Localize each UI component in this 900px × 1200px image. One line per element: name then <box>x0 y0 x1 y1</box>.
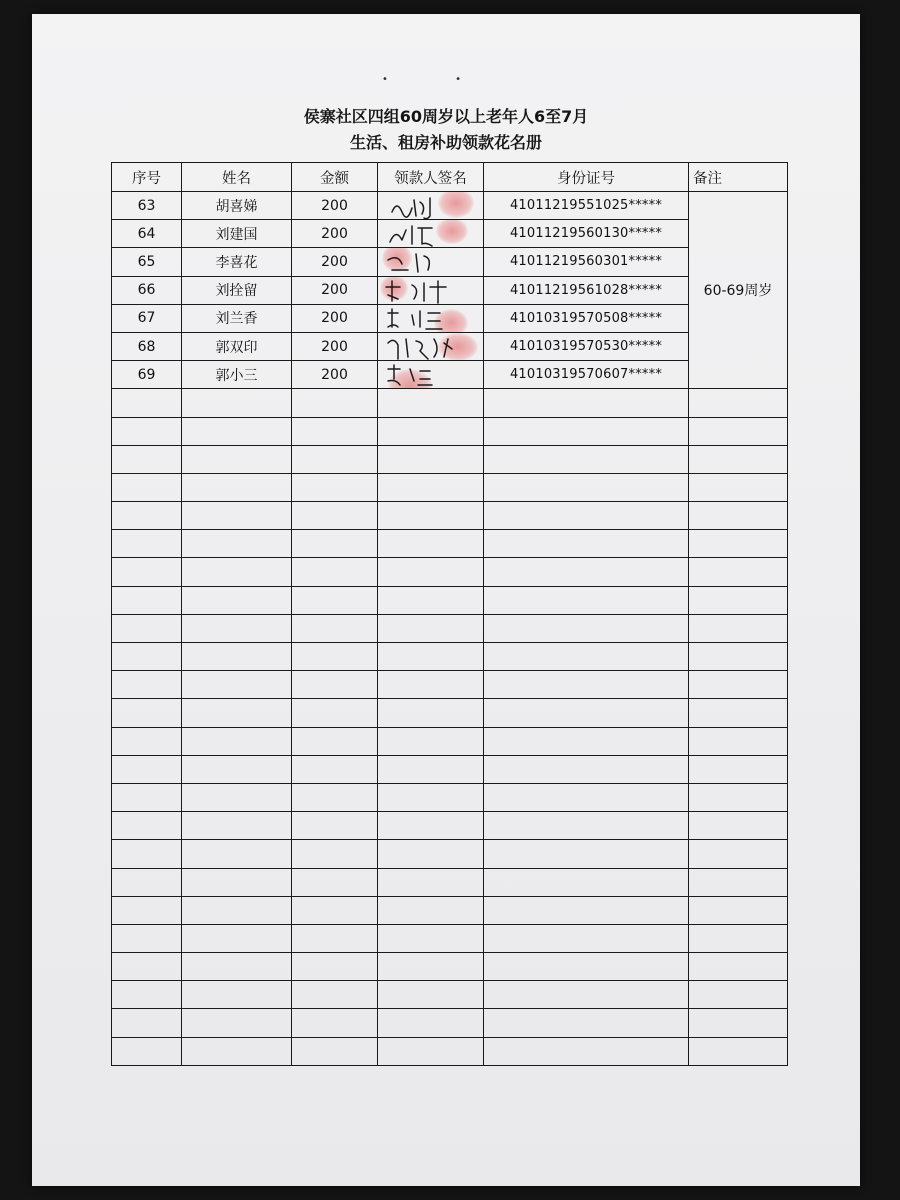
empty-cell <box>182 953 292 981</box>
empty-cell <box>378 389 484 417</box>
handwritten-signature <box>378 361 483 388</box>
empty-cell <box>689 868 788 896</box>
empty-cell <box>484 558 689 586</box>
empty-cell <box>378 840 484 868</box>
empty-cell <box>689 445 788 473</box>
empty-cell <box>182 614 292 642</box>
empty-table-row <box>112 840 788 868</box>
empty-cell <box>378 671 484 699</box>
empty-cell <box>182 896 292 924</box>
empty-cell <box>112 671 182 699</box>
empty-cell <box>292 614 378 642</box>
table-row <box>112 192 788 220</box>
cell-signature <box>378 304 484 332</box>
table-row <box>112 248 788 276</box>
empty-cell <box>112 473 182 501</box>
empty-cell <box>484 389 689 417</box>
empty-cell <box>292 389 378 417</box>
empty-cell <box>292 981 378 1009</box>
empty-cell <box>689 473 788 501</box>
empty-cell <box>292 530 378 558</box>
empty-cell <box>689 727 788 755</box>
header-amount: 金额 <box>292 163 378 192</box>
empty-cell <box>484 586 689 614</box>
table-row <box>112 276 788 304</box>
document-subtitle: 生活、租房补助领款花名册 <box>349 133 542 152</box>
empty-table-row <box>112 924 788 952</box>
empty-cell <box>292 755 378 783</box>
empty-cell <box>182 699 292 727</box>
cell-name: 郭小三 <box>182 361 292 389</box>
empty-cell <box>689 1009 788 1037</box>
empty-cell <box>689 530 788 558</box>
empty-table-row <box>112 558 788 586</box>
document-page <box>32 14 860 1186</box>
empty-cell <box>378 1009 484 1037</box>
empty-cell <box>484 445 689 473</box>
table-row <box>112 332 788 360</box>
empty-cell <box>112 699 182 727</box>
handwritten-signature <box>378 248 483 275</box>
header-signature: 领款人签名 <box>378 163 484 192</box>
cell-amount: 200 <box>292 304 378 332</box>
empty-cell <box>112 530 182 558</box>
empty-cell <box>689 840 788 868</box>
empty-cell <box>182 727 292 755</box>
table-header-row <box>112 163 788 192</box>
empty-cell <box>689 981 788 1009</box>
empty-cell <box>292 699 378 727</box>
empty-cell <box>484 953 689 981</box>
empty-cell <box>182 671 292 699</box>
empty-table-row <box>112 1009 788 1037</box>
handwritten-signature <box>378 192 483 219</box>
empty-table-row <box>112 868 788 896</box>
empty-cell <box>292 502 378 530</box>
empty-cell <box>484 727 689 755</box>
empty-cell <box>689 699 788 727</box>
empty-cell <box>484 417 689 445</box>
handwritten-signature <box>378 305 483 332</box>
empty-cell <box>484 868 689 896</box>
table-body <box>112 192 788 1066</box>
empty-cell <box>112 868 182 896</box>
table-row <box>112 220 788 248</box>
empty-cell <box>484 699 689 727</box>
cell-no: 65 <box>112 248 182 276</box>
empty-cell <box>484 643 689 671</box>
empty-cell <box>484 840 689 868</box>
empty-cell <box>378 981 484 1009</box>
empty-table-row <box>112 953 788 981</box>
cell-name: 刘建国 <box>182 220 292 248</box>
empty-cell <box>378 417 484 445</box>
empty-cell <box>112 643 182 671</box>
cell-signature <box>378 276 484 304</box>
empty-table-row <box>112 530 788 558</box>
empty-cell <box>689 924 788 952</box>
empty-cell <box>689 389 788 417</box>
punch-marks: • • <box>382 74 493 85</box>
empty-cell <box>182 981 292 1009</box>
header-name: 姓名 <box>182 163 292 192</box>
empty-cell <box>182 755 292 783</box>
empty-table-row <box>112 1037 788 1065</box>
empty-cell <box>484 981 689 1009</box>
empty-cell <box>689 783 788 811</box>
cell-signature <box>378 361 484 389</box>
cell-name: 刘兰香 <box>182 304 292 332</box>
empty-cell <box>182 530 292 558</box>
empty-cell <box>182 417 292 445</box>
empty-cell <box>689 1037 788 1065</box>
empty-cell <box>689 586 788 614</box>
empty-cell <box>689 755 788 783</box>
cell-no: 64 <box>112 220 182 248</box>
empty-table-row <box>112 812 788 840</box>
empty-cell <box>484 924 689 952</box>
empty-cell <box>292 445 378 473</box>
table-row <box>112 304 788 332</box>
empty-table-row <box>112 643 788 671</box>
empty-cell <box>689 953 788 981</box>
empty-cell <box>378 502 484 530</box>
cell-amount: 200 <box>292 361 378 389</box>
empty-table-row <box>112 502 788 530</box>
cell-id-number: 41011219560301***** <box>484 248 689 276</box>
empty-cell <box>484 755 689 783</box>
empty-cell <box>484 896 689 924</box>
empty-cell <box>378 699 484 727</box>
header-id-number: 身份证号 <box>484 163 689 192</box>
empty-cell <box>112 1009 182 1037</box>
empty-cell <box>378 445 484 473</box>
empty-cell <box>484 1009 689 1037</box>
empty-cell <box>689 558 788 586</box>
empty-cell <box>484 783 689 811</box>
cell-remark: 60-69周岁 <box>689 192 788 389</box>
empty-table-row <box>112 417 788 445</box>
empty-cell <box>378 783 484 811</box>
handwritten-signature <box>378 333 483 360</box>
cell-name: 李喜花 <box>182 248 292 276</box>
empty-cell <box>484 1037 689 1065</box>
empty-cell <box>112 755 182 783</box>
cell-name: 郭双印 <box>182 332 292 360</box>
cell-amount: 200 <box>292 220 378 248</box>
cell-no: 69 <box>112 361 182 389</box>
cell-no: 63 <box>112 192 182 220</box>
table-row <box>112 361 788 389</box>
empty-cell <box>112 445 182 473</box>
cell-no: 68 <box>112 332 182 360</box>
empty-cell <box>112 953 182 981</box>
empty-cell <box>378 812 484 840</box>
empty-cell <box>112 586 182 614</box>
empty-cell <box>182 1009 292 1037</box>
empty-cell <box>292 812 378 840</box>
empty-cell <box>112 840 182 868</box>
empty-cell <box>292 783 378 811</box>
empty-cell <box>112 389 182 417</box>
empty-cell <box>689 812 788 840</box>
document-title: 侯寨社区四组60周岁以上老年人6至7月 <box>303 107 589 126</box>
empty-cell <box>182 868 292 896</box>
empty-cell <box>292 671 378 699</box>
empty-cell <box>292 896 378 924</box>
empty-cell <box>292 643 378 671</box>
cell-signature <box>378 192 484 220</box>
empty-cell <box>484 502 689 530</box>
empty-cell <box>182 558 292 586</box>
empty-table-row <box>112 614 788 642</box>
empty-cell <box>182 1037 292 1065</box>
empty-cell <box>182 812 292 840</box>
empty-cell <box>689 614 788 642</box>
empty-cell <box>689 643 788 671</box>
empty-cell <box>378 755 484 783</box>
cell-no: 67 <box>112 304 182 332</box>
empty-cell <box>182 924 292 952</box>
empty-cell <box>182 445 292 473</box>
empty-cell <box>292 1037 378 1065</box>
empty-cell <box>182 473 292 501</box>
empty-table-row <box>112 783 788 811</box>
empty-cell <box>378 953 484 981</box>
empty-cell <box>182 586 292 614</box>
empty-table-row <box>112 699 788 727</box>
empty-cell <box>484 614 689 642</box>
cell-signature <box>378 248 484 276</box>
empty-cell <box>112 812 182 840</box>
empty-cell <box>112 558 182 586</box>
cell-id-number: 41010319570508***** <box>484 304 689 332</box>
empty-cell <box>112 502 182 530</box>
empty-cell <box>292 558 378 586</box>
cell-name: 刘拴留 <box>182 276 292 304</box>
cell-amount: 200 <box>292 276 378 304</box>
header-no: 序号 <box>112 163 182 192</box>
empty-cell <box>378 643 484 671</box>
cell-id-number: 41011219560130***** <box>484 220 689 248</box>
empty-cell <box>378 868 484 896</box>
empty-cell <box>484 530 689 558</box>
empty-table-row <box>112 671 788 699</box>
handwritten-signature <box>378 277 483 304</box>
empty-cell <box>112 727 182 755</box>
empty-cell <box>112 783 182 811</box>
empty-cell <box>689 417 788 445</box>
empty-cell <box>182 783 292 811</box>
empty-cell <box>689 671 788 699</box>
empty-cell <box>689 502 788 530</box>
empty-table-row <box>112 755 788 783</box>
empty-table-row <box>112 586 788 614</box>
roster-table <box>111 162 788 1066</box>
empty-cell <box>292 473 378 501</box>
cell-name: 胡喜娣 <box>182 192 292 220</box>
empty-cell <box>112 614 182 642</box>
empty-cell <box>112 1037 182 1065</box>
cell-id-number: 41011219551025***** <box>484 192 689 220</box>
empty-cell <box>292 924 378 952</box>
cell-amount: 200 <box>292 192 378 220</box>
empty-cell <box>182 389 292 417</box>
empty-cell <box>292 727 378 755</box>
cell-signature <box>378 332 484 360</box>
cell-id-number: 41010319570607***** <box>484 361 689 389</box>
cell-amount: 200 <box>292 332 378 360</box>
empty-cell <box>378 558 484 586</box>
empty-cell <box>378 1037 484 1065</box>
empty-cell <box>689 896 788 924</box>
cell-id-number: 41011219561028***** <box>484 276 689 304</box>
empty-table-row <box>112 389 788 417</box>
empty-cell <box>484 671 689 699</box>
empty-cell <box>378 896 484 924</box>
empty-cell <box>182 643 292 671</box>
empty-cell <box>112 896 182 924</box>
empty-cell <box>484 473 689 501</box>
empty-cell <box>182 502 292 530</box>
empty-table-row <box>112 445 788 473</box>
empty-cell <box>378 473 484 501</box>
empty-cell <box>292 417 378 445</box>
empty-cell <box>378 530 484 558</box>
empty-cell <box>292 953 378 981</box>
empty-cell <box>112 981 182 1009</box>
empty-cell <box>292 1009 378 1037</box>
empty-cell <box>292 586 378 614</box>
handwritten-signature <box>378 220 483 247</box>
empty-cell <box>484 812 689 840</box>
empty-cell <box>112 417 182 445</box>
empty-table-row <box>112 727 788 755</box>
empty-cell <box>378 586 484 614</box>
empty-cell <box>378 924 484 952</box>
empty-cell <box>292 868 378 896</box>
cell-amount: 200 <box>292 248 378 276</box>
cell-id-number: 41010319570530***** <box>484 332 689 360</box>
empty-table-row <box>112 896 788 924</box>
empty-table-row <box>112 473 788 501</box>
empty-table-row <box>112 981 788 1009</box>
empty-cell <box>378 614 484 642</box>
empty-cell <box>378 727 484 755</box>
header-remark: 备注 <box>689 163 788 192</box>
cell-no: 66 <box>112 276 182 304</box>
empty-cell <box>112 924 182 952</box>
empty-cell <box>292 840 378 868</box>
empty-cell <box>182 840 292 868</box>
cell-signature <box>378 220 484 248</box>
